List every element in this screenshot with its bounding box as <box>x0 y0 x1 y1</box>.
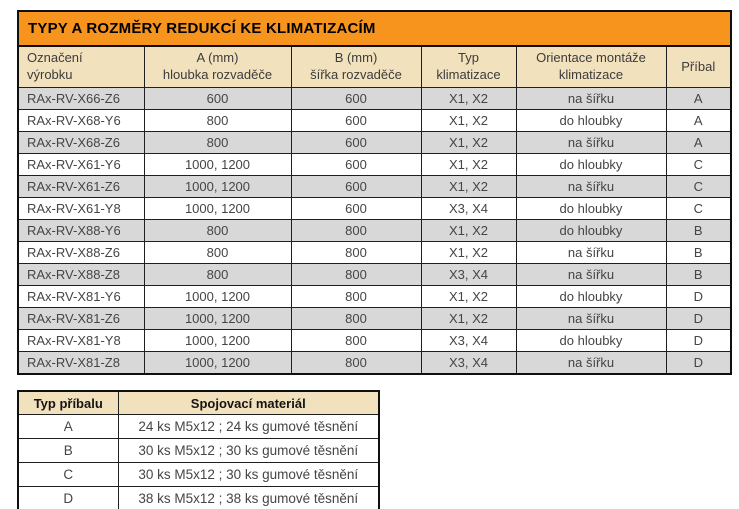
main-header-orientation <box>516 46 666 88</box>
cell-accessory: D <box>666 308 731 330</box>
main-table-body <box>18 88 731 375</box>
cell-width-b: 800 <box>291 330 421 352</box>
cell-depth-a: 800 <box>144 132 291 154</box>
table-row <box>18 154 731 176</box>
cell-product: RAx-RV-X81-Z8 <box>18 352 144 375</box>
table-row <box>18 487 379 509</box>
cell-orientation: na šířku <box>516 242 666 264</box>
cell-width-b: 600 <box>291 176 421 198</box>
cell-width-b: 800 <box>291 264 421 286</box>
cell-accessory: A <box>666 88 731 110</box>
table-row <box>18 220 731 242</box>
table-row <box>18 198 731 220</box>
cell-depth-a: 1000, 1200 <box>144 198 291 220</box>
cell-orientation: na šířku <box>516 176 666 198</box>
cell-pack-type: C <box>18 463 118 487</box>
cell-orientation: na šířku <box>516 264 666 286</box>
cell-ac-type: X3, X4 <box>421 330 516 352</box>
header-line: šířka rozvaděče <box>310 67 402 82</box>
cell-accessory: D <box>666 286 731 308</box>
cell-orientation: do hloubky <box>516 330 666 352</box>
cell-orientation: do hloubky <box>516 110 666 132</box>
table-row <box>18 242 731 264</box>
table-row <box>18 176 731 198</box>
cell-product: RAx-RV-X68-Y6 <box>18 110 144 132</box>
main-header-product <box>18 46 144 88</box>
cell-product: RAx-RV-X88-Y6 <box>18 220 144 242</box>
cell-width-b: 600 <box>291 88 421 110</box>
accessory-header-pack-type: Typ příbalu <box>18 391 118 415</box>
cell-product: RAx-RV-X81-Z6 <box>18 308 144 330</box>
header-line: B (mm) <box>334 50 378 66</box>
cell-depth-a: 1000, 1200 <box>144 308 291 330</box>
cell-product: RAx-RV-X68-Z6 <box>18 132 144 154</box>
cell-pack-type: D <box>18 487 118 509</box>
cell-material: 30 ks M5x12 ; 30 ks gumové těsnění <box>118 439 379 463</box>
cell-ac-type: X1, X2 <box>421 88 516 110</box>
table-row <box>18 132 731 154</box>
cell-ac-type: X1, X2 <box>421 242 516 264</box>
cell-width-b: 800 <box>291 242 421 264</box>
cell-orientation: na šířku <box>516 352 666 375</box>
header-line: klimatizace <box>558 67 624 82</box>
cell-product: RAx-RV-X88-Z6 <box>18 242 144 264</box>
cell-orientation: do hloubky <box>516 220 666 242</box>
cell-accessory: D <box>666 330 731 352</box>
cell-ac-type: X1, X2 <box>421 176 516 198</box>
cell-ac-type: X1, X2 <box>421 286 516 308</box>
cell-material: 38 ks M5x12 ; 38 ks gumové těsnění <box>118 487 379 509</box>
header-line: Příbal <box>681 58 716 74</box>
header-line: Orientace montáže <box>536 50 646 66</box>
cell-pack-type: A <box>18 415 118 439</box>
cell-ac-type: X1, X2 <box>421 308 516 330</box>
main-header-ac-type <box>421 46 516 88</box>
header-line: Označení <box>27 50 83 66</box>
cell-accessory: C <box>666 198 731 220</box>
cell-depth-a: 600 <box>144 88 291 110</box>
cell-orientation: na šířku <box>516 88 666 110</box>
cell-ac-type: X1, X2 <box>421 154 516 176</box>
cell-accessory: A <box>666 110 731 132</box>
accessory-header-material: Spojovací materiál <box>118 391 379 415</box>
header-line: Typ <box>458 50 479 66</box>
table-row <box>18 286 731 308</box>
table-row <box>18 415 379 439</box>
cell-pack-type: B <box>18 439 118 463</box>
cell-product: RAx-RV-X88-Z8 <box>18 264 144 286</box>
cell-width-b: 600 <box>291 110 421 132</box>
title-row <box>18 11 731 46</box>
header-line: klimatizace <box>436 67 501 82</box>
cell-width-b: 800 <box>291 286 421 308</box>
cell-accessory: D <box>666 352 731 375</box>
table-row <box>18 308 731 330</box>
reduction-types-table <box>17 10 732 375</box>
cell-ac-type: X1, X2 <box>421 132 516 154</box>
cell-orientation: do hloubky <box>516 286 666 308</box>
cell-orientation: na šířku <box>516 132 666 154</box>
cell-orientation: do hloubky <box>516 154 666 176</box>
table-row <box>18 439 379 463</box>
header-line: hloubka rozvaděče <box>162 67 273 82</box>
main-table-title: TYPY A ROZMĚRY REDUKCÍ KE KLIMATIZACÍM <box>18 11 731 46</box>
cell-depth-a: 1000, 1200 <box>144 154 291 176</box>
cell-width-b: 800 <box>291 308 421 330</box>
cell-orientation: do hloubky <box>516 198 666 220</box>
table-row <box>18 110 731 132</box>
cell-product: RAx-RV-X61-Y6 <box>18 154 144 176</box>
table-row <box>18 330 731 352</box>
cell-ac-type: X3, X4 <box>421 198 516 220</box>
cell-depth-a: 800 <box>144 242 291 264</box>
cell-accessory: A <box>666 132 731 154</box>
cell-product: RAx-RV-X61-Z6 <box>18 176 144 198</box>
cell-accessory: B <box>666 242 731 264</box>
cell-ac-type: X1, X2 <box>421 220 516 242</box>
cell-material: 24 ks M5x12 ; 24 ks gumové těsnění <box>118 415 379 439</box>
main-header-depth-a <box>144 46 291 88</box>
main-header-width-b <box>291 46 421 88</box>
main-table-header-row <box>18 46 731 88</box>
cell-depth-a: 1000, 1200 <box>144 286 291 308</box>
accessory-pack-table <box>17 390 380 509</box>
cell-width-b: 600 <box>291 154 421 176</box>
cell-depth-a: 800 <box>144 110 291 132</box>
cell-depth-a: 1000, 1200 <box>144 330 291 352</box>
cell-width-b: 600 <box>291 132 421 154</box>
cell-product: RAx-RV-X66-Z6 <box>18 88 144 110</box>
cell-depth-a: 800 <box>144 264 291 286</box>
table-row <box>18 88 731 110</box>
cell-orientation: na šířku <box>516 308 666 330</box>
cell-product: RAx-RV-X81-Y8 <box>18 330 144 352</box>
cell-width-b: 800 <box>291 352 421 375</box>
table-row <box>18 352 731 375</box>
cell-depth-a: 1000, 1200 <box>144 352 291 375</box>
cell-depth-a: 800 <box>144 220 291 242</box>
cell-width-b: 800 <box>291 220 421 242</box>
cell-width-b: 600 <box>291 198 421 220</box>
table-row <box>18 264 731 286</box>
table-row <box>18 463 379 487</box>
cell-accessory: B <box>666 264 731 286</box>
accessory-table-body <box>18 415 379 509</box>
cell-ac-type: X3, X4 <box>421 264 516 286</box>
header-line: výrobku <box>27 67 73 82</box>
cell-accessory: B <box>666 220 731 242</box>
cell-accessory: C <box>666 154 731 176</box>
accessory-table-header-row <box>18 391 379 415</box>
cell-product: RAx-RV-X81-Y6 <box>18 286 144 308</box>
cell-material: 30 ks M5x12 ; 30 ks gumové těsnění <box>118 463 379 487</box>
main-header-accessory <box>666 46 731 88</box>
cell-ac-type: X1, X2 <box>421 110 516 132</box>
cell-accessory: C <box>666 176 731 198</box>
cell-product: RAx-RV-X61-Y8 <box>18 198 144 220</box>
header-line: A (mm) <box>196 50 239 66</box>
cell-depth-a: 1000, 1200 <box>144 176 291 198</box>
cell-ac-type: X3, X4 <box>421 352 516 375</box>
